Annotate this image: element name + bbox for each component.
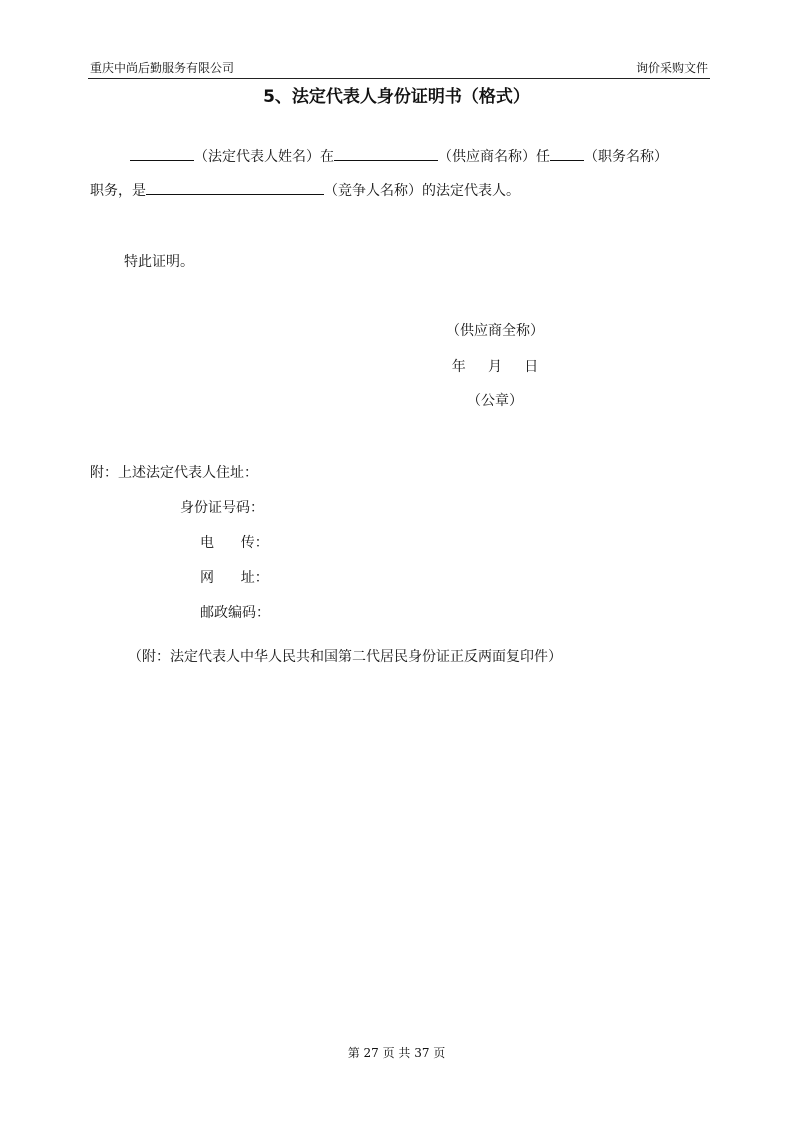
rep-name-blank[interactable] (130, 146, 194, 161)
statement-prefix: 职务，是 (90, 183, 146, 199)
seal-label: （公章） (467, 393, 523, 409)
rep-name-label: （法定代表人姓名）在 (194, 149, 334, 165)
header-company: 重庆中尚后勤服务有限公司 (90, 61, 235, 75)
statement-line-2 (90, 180, 520, 200)
certify-text: 特此证明。 (124, 254, 194, 270)
header-doc-type: 询价采购文件 (635, 61, 708, 75)
attachment-id-number: 身份证号码： (180, 500, 264, 516)
position-blank[interactable] (550, 146, 584, 161)
attachment-website: 网 址： (200, 570, 269, 586)
header-divider (88, 78, 710, 79)
position-label: （职务名称） (584, 149, 668, 165)
statement-line-1 (130, 146, 668, 166)
attachment-note: （附：法定代表人中华人民共和国第二代居民身份证正反两面复印件） (128, 649, 562, 665)
attachment-phone-fax: 电 传： (200, 535, 269, 551)
supplier-name-blank[interactable] (334, 146, 438, 161)
attachment-address: 附：上述法定代表人住址： (90, 465, 258, 481)
attachment-postcode: 邮政编码： (200, 605, 270, 621)
supplier-name-label: （供应商名称）任 (438, 149, 550, 165)
signature-date: 年 月 日 (451, 359, 539, 375)
competitor-name-blank[interactable] (146, 180, 324, 195)
page-number: 第 27 页 共 37 页 (347, 1046, 446, 1060)
page-title: 5、法定代表人身份证明书（格式） (263, 87, 530, 107)
statement-suffix: （竞争人名称）的法定代表人。 (324, 183, 520, 199)
supplier-full-name: （供应商全称） (446, 323, 544, 339)
